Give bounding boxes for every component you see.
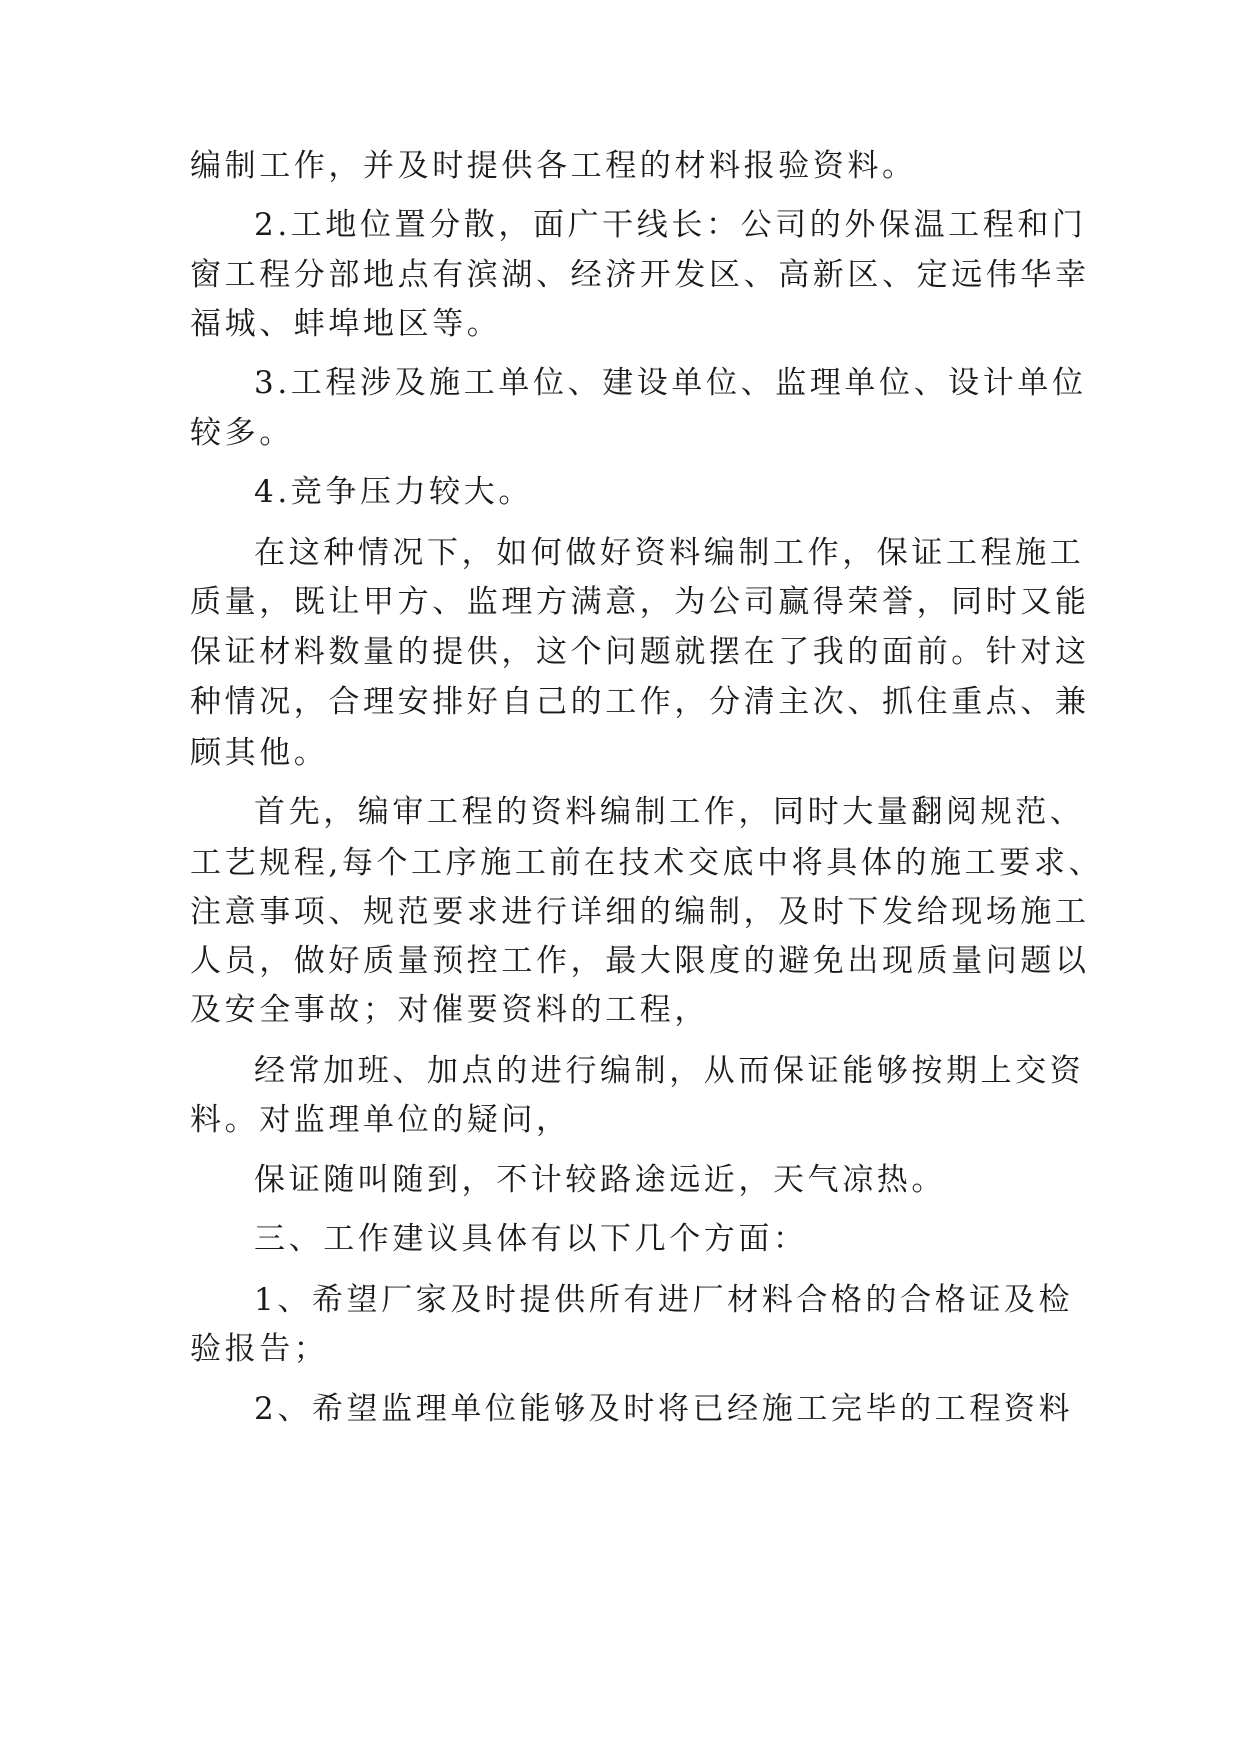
text-line: 首先，编审工程的资料编制工作，同时大量翻阅规范、 — [254, 794, 1085, 830]
text-line: 2、希望监理单位能够及时将已经施工完毕的工程资料 — [254, 1391, 1074, 1427]
text-line: 1、希望厂家及时提供所有进厂材料合格的合格证及检 — [254, 1282, 1074, 1318]
text-line: 较多。 — [190, 415, 294, 451]
text-line: 人员，做好质量预控工作，最大限度的避免出现质量问题以 — [190, 943, 1090, 979]
text-line: 质量，既让甲方、监理方满意，为公司赢得荣誉，同时又能 — [190, 584, 1090, 620]
text-line: 经常加班、加点的进行编制，从而保证能够按期上交资 — [254, 1053, 1085, 1089]
text-line: 及安全事故；对催要资料的工程， — [190, 992, 709, 1028]
text-line: 3.工程涉及施工单位、建设单位、监理单位、设计单位 — [254, 365, 1087, 401]
text-line: 种情况，合理安排好自己的工作，分清主次、抓住重点、兼 — [190, 684, 1090, 720]
text-line: 顾其他。 — [190, 735, 329, 771]
text-line: 验报告； — [190, 1331, 329, 1367]
text-line: 4.竞争压力较大。 — [254, 474, 533, 510]
text-line: 福城、蚌埠地区等。 — [190, 306, 502, 342]
text-line: 保证材料数量的提供，这个问题就摆在了我的面前。针对这 — [190, 634, 1090, 670]
text-line: 编制工作，并及时提供各工程的材料报验资料。 — [190, 148, 917, 184]
text-line: 在这种情况下，如何做好资料编制工作，保证工程施工 — [254, 535, 1085, 571]
text-line: 工艺规程,每个工序施工前在技术交底中将具体的施工要求、 — [190, 845, 1104, 881]
text-line: 三、工作建议具体有以下几个方面： — [254, 1221, 808, 1257]
text-line: 保证随叫随到，不计较路途远近，天气凉热。 — [254, 1162, 946, 1198]
text-line: 料。对监理单位的疑问， — [190, 1102, 571, 1138]
text-line: 注意事项、规范要求进行详细的编制，及时下发给现场施工 — [190, 894, 1090, 930]
text-line: 2.工地位置分散，面广干线长：公司的外保温工程和门 — [254, 207, 1087, 243]
text-line: 窗工程分部地点有滨湖、经济开发区、高新区、定远伟华幸 — [190, 257, 1090, 293]
